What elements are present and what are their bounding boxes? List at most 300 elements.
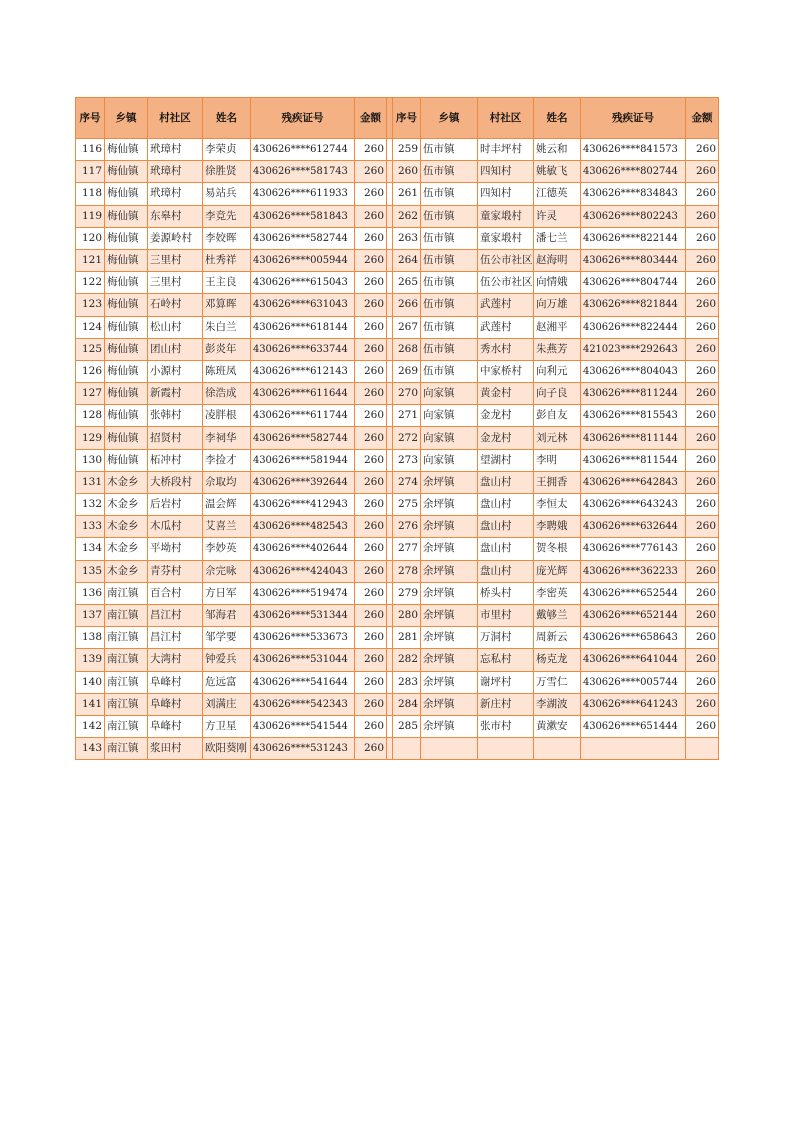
table-row xyxy=(76,405,719,427)
cert-no-cell: 430626****633744 xyxy=(251,338,355,360)
township-cell: 梅仙镇 xyxy=(105,161,148,183)
serial-cell: 126 xyxy=(76,360,105,382)
township-cell: 余坪镇 xyxy=(421,560,478,582)
township-cell: 南江镇 xyxy=(105,693,148,715)
serial-cell: 128 xyxy=(76,405,105,427)
table-header-row xyxy=(76,98,719,139)
village-cell: 平坳村 xyxy=(148,538,203,560)
header-cert-no-right: 残疾证号 xyxy=(581,98,686,139)
name-cell: 钟爱兵 xyxy=(203,649,251,671)
serial-cell: 123 xyxy=(76,294,105,316)
table-row xyxy=(76,715,719,737)
township-cell: 伍市镇 xyxy=(421,294,478,316)
name-cell: 周新云 xyxy=(534,627,581,649)
amount-cell: 260 xyxy=(686,471,719,493)
village-cell: 柘冲村 xyxy=(148,449,203,471)
township-cell: 向家镇 xyxy=(421,383,478,405)
serial-cell xyxy=(393,738,421,760)
table-row xyxy=(76,316,719,338)
name-cell: 佘取均 xyxy=(203,471,251,493)
township-cell: 南江镇 xyxy=(105,627,148,649)
name-cell: 邹海君 xyxy=(203,604,251,626)
table-row xyxy=(76,272,719,294)
serial-cell: 117 xyxy=(76,161,105,183)
header-serial-left: 序号 xyxy=(76,98,105,139)
amount-cell: 260 xyxy=(686,405,719,427)
village-cell: 市里村 xyxy=(478,604,534,626)
table-row xyxy=(76,338,719,360)
village-cell: 伍公市社区 xyxy=(478,249,534,271)
amount-cell: 260 xyxy=(355,516,387,538)
township-cell: 梅仙镇 xyxy=(105,272,148,294)
name-cell xyxy=(534,738,581,760)
amount-cell: 260 xyxy=(355,604,387,626)
name-cell: 贺冬根 xyxy=(534,538,581,560)
cert-no-cell: 430626****531344 xyxy=(251,604,355,626)
name-cell: 姚云和 xyxy=(534,139,581,161)
header-village-right: 村社区 xyxy=(478,98,534,139)
name-cell: 王拥香 xyxy=(534,471,581,493)
township-cell: 南江镇 xyxy=(105,604,148,626)
name-cell: 易站兵 xyxy=(203,183,251,205)
township-cell: 伍市镇 xyxy=(421,316,478,338)
table-row xyxy=(76,560,719,582)
header-amount-right: 金额 xyxy=(686,98,719,139)
name-cell: 杜秀祥 xyxy=(203,249,251,271)
serial-cell: 272 xyxy=(393,427,421,449)
amount-cell: 260 xyxy=(355,449,387,471)
township-cell: 余坪镇 xyxy=(421,516,478,538)
village-cell: 石岭村 xyxy=(148,294,203,316)
name-cell: 向利元 xyxy=(534,360,581,382)
cert-no-cell: 430626****582744 xyxy=(251,427,355,449)
township-cell: 向家镇 xyxy=(421,405,478,427)
cert-no-cell: 430626****652544 xyxy=(581,582,686,604)
village-cell: 姜源岭村 xyxy=(148,227,203,249)
cert-no-cell: 430626****424043 xyxy=(251,560,355,582)
name-cell: 刘满庄 xyxy=(203,693,251,715)
village-cell: 盘山村 xyxy=(478,494,534,516)
amount-cell: 260 xyxy=(355,671,387,693)
table-row xyxy=(76,494,719,516)
name-cell: 温会辉 xyxy=(203,494,251,516)
amount-cell: 260 xyxy=(686,649,719,671)
name-cell: 彭自友 xyxy=(534,405,581,427)
township-cell: 向家镇 xyxy=(421,427,478,449)
village-cell: 中家桥村 xyxy=(478,360,534,382)
amount-cell: 260 xyxy=(355,582,387,604)
name-cell: 彭炎年 xyxy=(203,338,251,360)
name-cell: 江德英 xyxy=(534,183,581,205)
name-cell: 向万雄 xyxy=(534,294,581,316)
name-cell: 艾喜兰 xyxy=(203,516,251,538)
village-cell: 忘私村 xyxy=(478,649,534,671)
cert-no-cell: 430626****362233 xyxy=(581,560,686,582)
amount-cell: 260 xyxy=(355,538,387,560)
serial-cell: 269 xyxy=(393,360,421,382)
serial-cell: 134 xyxy=(76,538,105,560)
table-row xyxy=(76,604,719,626)
table-row xyxy=(76,427,719,449)
table-row xyxy=(76,738,719,760)
village-cell: 伍公市社区 xyxy=(478,272,534,294)
village-cell: 青芬村 xyxy=(148,560,203,582)
cert-no-cell: 430626****641243 xyxy=(581,693,686,715)
name-cell: 危远富 xyxy=(203,671,251,693)
village-cell: 四知村 xyxy=(478,183,534,205)
township-cell: 梅仙镇 xyxy=(105,405,148,427)
serial-cell: 284 xyxy=(393,693,421,715)
serial-cell: 273 xyxy=(393,449,421,471)
header-village-left: 村社区 xyxy=(148,98,203,139)
township-cell: 伍市镇 xyxy=(421,161,478,183)
amount-cell: 260 xyxy=(355,494,387,516)
township-cell: 木金乡 xyxy=(105,516,148,538)
serial-cell: 136 xyxy=(76,582,105,604)
cert-no-cell: 430626****392644 xyxy=(251,471,355,493)
township-cell: 余坪镇 xyxy=(421,671,478,693)
village-cell: 昌江村 xyxy=(148,604,203,626)
serial-cell: 137 xyxy=(76,604,105,626)
village-cell: 金龙村 xyxy=(478,405,534,427)
cert-no-cell: 430626****005744 xyxy=(581,671,686,693)
township-cell: 伍市镇 xyxy=(421,227,478,249)
village-cell: 武莲村 xyxy=(478,294,534,316)
serial-cell: 262 xyxy=(393,205,421,227)
amount-cell: 260 xyxy=(686,494,719,516)
serial-cell: 267 xyxy=(393,316,421,338)
amount-cell: 260 xyxy=(686,560,719,582)
village-cell: 万洞村 xyxy=(478,627,534,649)
amount-cell xyxy=(686,738,719,760)
amount-cell: 260 xyxy=(355,405,387,427)
amount-cell: 260 xyxy=(355,715,387,737)
township-cell: 木金乡 xyxy=(105,494,148,516)
cert-no-cell: 430626****632644 xyxy=(581,516,686,538)
name-cell: 朱燕芳 xyxy=(534,338,581,360)
township-cell: 伍市镇 xyxy=(421,272,478,294)
header-name-left: 姓名 xyxy=(203,98,251,139)
table-row xyxy=(76,671,719,693)
amount-cell: 260 xyxy=(686,671,719,693)
village-cell: 四知村 xyxy=(478,161,534,183)
village-cell: 金龙村 xyxy=(478,427,534,449)
cert-no-cell: 430626****581944 xyxy=(251,449,355,471)
name-cell: 王主良 xyxy=(203,272,251,294)
cert-no-cell: 430626****811544 xyxy=(581,449,686,471)
village-cell: 盘山村 xyxy=(478,560,534,582)
township-cell: 向家镇 xyxy=(421,449,478,471)
serial-cell: 127 xyxy=(76,383,105,405)
name-cell: 李荣贞 xyxy=(203,139,251,161)
amount-cell: 260 xyxy=(355,649,387,671)
amount-cell: 260 xyxy=(686,272,719,294)
amount-cell: 260 xyxy=(355,183,387,205)
name-cell: 方日军 xyxy=(203,582,251,604)
amount-cell: 260 xyxy=(355,427,387,449)
cert-no-cell: 430626****815543 xyxy=(581,405,686,427)
name-cell: 姚敏飞 xyxy=(534,161,581,183)
name-cell: 戴够兰 xyxy=(534,604,581,626)
township-cell: 梅仙镇 xyxy=(105,139,148,161)
cert-no-cell: 430626****612744 xyxy=(251,139,355,161)
village-cell: 阜峰村 xyxy=(148,693,203,715)
cert-no-cell: 430626****611744 xyxy=(251,405,355,427)
township-cell: 伍市镇 xyxy=(421,139,478,161)
amount-cell: 260 xyxy=(686,294,719,316)
amount-cell: 260 xyxy=(686,383,719,405)
cert-no-cell: 430626****658643 xyxy=(581,627,686,649)
cert-no-cell: 430626****652144 xyxy=(581,604,686,626)
village-cell: 张市村 xyxy=(478,715,534,737)
township-cell: 南江镇 xyxy=(105,715,148,737)
name-cell: 赵海明 xyxy=(534,249,581,271)
cert-no-cell: 430626****618144 xyxy=(251,316,355,338)
serial-cell: 118 xyxy=(76,183,105,205)
name-cell: 李姣晖 xyxy=(203,227,251,249)
amount-cell: 260 xyxy=(355,360,387,382)
serial-cell: 264 xyxy=(393,249,421,271)
table-row xyxy=(76,183,719,205)
name-cell: 庞光辉 xyxy=(534,560,581,582)
amount-cell: 260 xyxy=(686,316,719,338)
amount-cell: 260 xyxy=(355,294,387,316)
village-cell: 盘山村 xyxy=(478,538,534,560)
amount-cell: 260 xyxy=(355,316,387,338)
amount-cell: 260 xyxy=(355,471,387,493)
amount-cell: 260 xyxy=(686,604,719,626)
table-row xyxy=(76,161,719,183)
village-cell: 三里村 xyxy=(148,272,203,294)
header-township-right: 乡镇 xyxy=(421,98,478,139)
amount-cell: 260 xyxy=(686,360,719,382)
village-cell: 昌江村 xyxy=(148,627,203,649)
township-cell: 南江镇 xyxy=(105,738,148,760)
township-cell: 梅仙镇 xyxy=(105,449,148,471)
cert-no-cell xyxy=(581,738,686,760)
amount-cell: 260 xyxy=(686,693,719,715)
amount-cell: 260 xyxy=(686,227,719,249)
cert-no-cell: 430626****519474 xyxy=(251,582,355,604)
serial-cell: 130 xyxy=(76,449,105,471)
name-cell: 佘完咏 xyxy=(203,560,251,582)
cert-no-cell: 430626****612143 xyxy=(251,360,355,382)
name-cell: 赵湘平 xyxy=(534,316,581,338)
amount-cell: 260 xyxy=(686,338,719,360)
header-amount-left: 金额 xyxy=(355,98,387,139)
cert-no-cell: 430626****834843 xyxy=(581,183,686,205)
amount-cell: 260 xyxy=(355,338,387,360)
amount-cell: 260 xyxy=(686,516,719,538)
serial-cell: 139 xyxy=(76,649,105,671)
amount-cell: 260 xyxy=(686,449,719,471)
township-cell: 木金乡 xyxy=(105,471,148,493)
serial-cell: 120 xyxy=(76,227,105,249)
serial-cell: 124 xyxy=(76,316,105,338)
serial-cell: 274 xyxy=(393,471,421,493)
cert-no-cell: 430626****641044 xyxy=(581,649,686,671)
cert-no-cell: 430626****643243 xyxy=(581,494,686,516)
township-cell: 余坪镇 xyxy=(421,649,478,671)
village-cell: 东皋村 xyxy=(148,205,203,227)
amount-cell: 260 xyxy=(355,205,387,227)
serial-cell: 129 xyxy=(76,427,105,449)
village-cell: 童家塅村 xyxy=(478,227,534,249)
table-row xyxy=(76,538,719,560)
amount-cell: 260 xyxy=(355,383,387,405)
village-cell: 招贤村 xyxy=(148,427,203,449)
cert-no-cell: 430626****541644 xyxy=(251,671,355,693)
township-cell: 木金乡 xyxy=(105,560,148,582)
amount-cell: 260 xyxy=(686,627,719,649)
header-serial-right: 序号 xyxy=(393,98,421,139)
serial-cell: 263 xyxy=(393,227,421,249)
name-cell: 欧阳葵刚 xyxy=(203,738,251,760)
township-cell: 余坪镇 xyxy=(421,538,478,560)
name-cell: 黄漱安 xyxy=(534,715,581,737)
village-cell: 百合村 xyxy=(148,582,203,604)
cert-no-cell: 430626****581843 xyxy=(251,205,355,227)
name-cell: 李恒太 xyxy=(534,494,581,516)
name-cell: 潘七兰 xyxy=(534,227,581,249)
village-cell: 大湾村 xyxy=(148,649,203,671)
township-cell: 余坪镇 xyxy=(421,494,478,516)
village-cell: 玳璋村 xyxy=(148,139,203,161)
cert-no-cell: 430626****402644 xyxy=(251,538,355,560)
village-cell: 盘山村 xyxy=(478,516,534,538)
cert-no-cell: 430626****615043 xyxy=(251,272,355,294)
amount-cell: 260 xyxy=(355,738,387,760)
serial-cell: 138 xyxy=(76,627,105,649)
township-cell: 余坪镇 xyxy=(421,582,478,604)
serial-cell: 266 xyxy=(393,294,421,316)
amount-cell: 260 xyxy=(355,249,387,271)
amount-cell: 260 xyxy=(686,161,719,183)
cert-no-cell: 430626****804744 xyxy=(581,272,686,294)
cert-no-cell: 430626****642843 xyxy=(581,471,686,493)
amount-cell: 260 xyxy=(686,427,719,449)
table-row xyxy=(76,383,719,405)
amount-cell: 260 xyxy=(355,693,387,715)
serial-cell: 131 xyxy=(76,471,105,493)
name-cell: 方卫星 xyxy=(203,715,251,737)
name-cell: 李竞先 xyxy=(203,205,251,227)
village-cell: 玳璋村 xyxy=(148,183,203,205)
cert-no-cell: 430626****581743 xyxy=(251,161,355,183)
township-cell: 梅仙镇 xyxy=(105,205,148,227)
village-cell: 桥头村 xyxy=(478,582,534,604)
township-cell: 南江镇 xyxy=(105,649,148,671)
cert-no-cell: 430626****005944 xyxy=(251,249,355,271)
name-cell: 李聘娥 xyxy=(534,516,581,538)
serial-cell: 143 xyxy=(76,738,105,760)
amount-cell: 260 xyxy=(686,139,719,161)
header-name-right: 姓名 xyxy=(534,98,581,139)
village-cell: 张韩村 xyxy=(148,405,203,427)
cert-no-cell: 430626****822144 xyxy=(581,227,686,249)
township-cell: 梅仙镇 xyxy=(105,316,148,338)
village-cell: 秀水村 xyxy=(478,338,534,360)
township-cell: 南江镇 xyxy=(105,671,148,693)
serial-cell: 122 xyxy=(76,272,105,294)
serial-cell: 260 xyxy=(393,161,421,183)
table-row xyxy=(76,294,719,316)
township-cell: 木金乡 xyxy=(105,538,148,560)
serial-cell: 276 xyxy=(393,516,421,538)
serial-cell: 140 xyxy=(76,671,105,693)
name-cell: 邓算晖 xyxy=(203,294,251,316)
name-cell: 李妙英 xyxy=(203,538,251,560)
name-cell: 许灵 xyxy=(534,205,581,227)
serial-cell: 132 xyxy=(76,494,105,516)
township-cell: 梅仙镇 xyxy=(105,427,148,449)
village-cell: 黄金村 xyxy=(478,383,534,405)
cert-no-cell: 430626****651444 xyxy=(581,715,686,737)
amount-cell: 260 xyxy=(686,582,719,604)
township-cell: 伍市镇 xyxy=(421,183,478,205)
cert-no-cell: 430626****611933 xyxy=(251,183,355,205)
amount-cell: 260 xyxy=(686,715,719,737)
serial-cell: 281 xyxy=(393,627,421,649)
village-cell: 望湖村 xyxy=(478,449,534,471)
cert-no-cell: 430626****821844 xyxy=(581,294,686,316)
cert-no-cell: 430626****631043 xyxy=(251,294,355,316)
township-cell: 伍市镇 xyxy=(421,360,478,382)
cert-no-cell: 430626****776143 xyxy=(581,538,686,560)
village-cell: 三里村 xyxy=(148,249,203,271)
table-row xyxy=(76,205,719,227)
cert-no-cell: 430626****541544 xyxy=(251,715,355,737)
village-cell: 阜峰村 xyxy=(148,715,203,737)
name-cell: 陈班凤 xyxy=(203,360,251,382)
cert-no-cell: 430626****533673 xyxy=(251,627,355,649)
cert-no-cell: 430626****841573 xyxy=(581,139,686,161)
name-cell: 凌胖根 xyxy=(203,405,251,427)
name-cell: 邹学要 xyxy=(203,627,251,649)
township-cell: 余坪镇 xyxy=(421,604,478,626)
serial-cell: 277 xyxy=(393,538,421,560)
village-cell: 阜峰村 xyxy=(148,671,203,693)
village-cell: 大桥段村 xyxy=(148,471,203,493)
serial-cell: 270 xyxy=(393,383,421,405)
name-cell: 刘元林 xyxy=(534,427,581,449)
township-cell: 梅仙镇 xyxy=(105,338,148,360)
serial-cell: 278 xyxy=(393,560,421,582)
cert-no-cell: 430626****803444 xyxy=(581,249,686,271)
serial-cell: 285 xyxy=(393,715,421,737)
township-cell: 余坪镇 xyxy=(421,715,478,737)
name-cell: 朱白兰 xyxy=(203,316,251,338)
village-cell: 谢坪村 xyxy=(478,671,534,693)
township-cell: 梅仙镇 xyxy=(105,183,148,205)
village-cell: 盘山村 xyxy=(478,471,534,493)
name-cell: 万雪仁 xyxy=(534,671,581,693)
serial-cell: 265 xyxy=(393,272,421,294)
township-cell: 伍市镇 xyxy=(421,205,478,227)
cert-no-cell: 430626****611644 xyxy=(251,383,355,405)
serial-cell: 282 xyxy=(393,649,421,671)
serial-cell: 116 xyxy=(76,139,105,161)
village-cell: 童家塅村 xyxy=(478,205,534,227)
cert-no-cell: 430626****822444 xyxy=(581,316,686,338)
cert-no-cell: 430626****412943 xyxy=(251,494,355,516)
name-cell: 李湖波 xyxy=(534,693,581,715)
serial-cell: 275 xyxy=(393,494,421,516)
header-cert-no-left: 残疾证号 xyxy=(251,98,355,139)
township-cell: 伍市镇 xyxy=(421,338,478,360)
table-row xyxy=(76,627,719,649)
table-row xyxy=(76,227,719,249)
